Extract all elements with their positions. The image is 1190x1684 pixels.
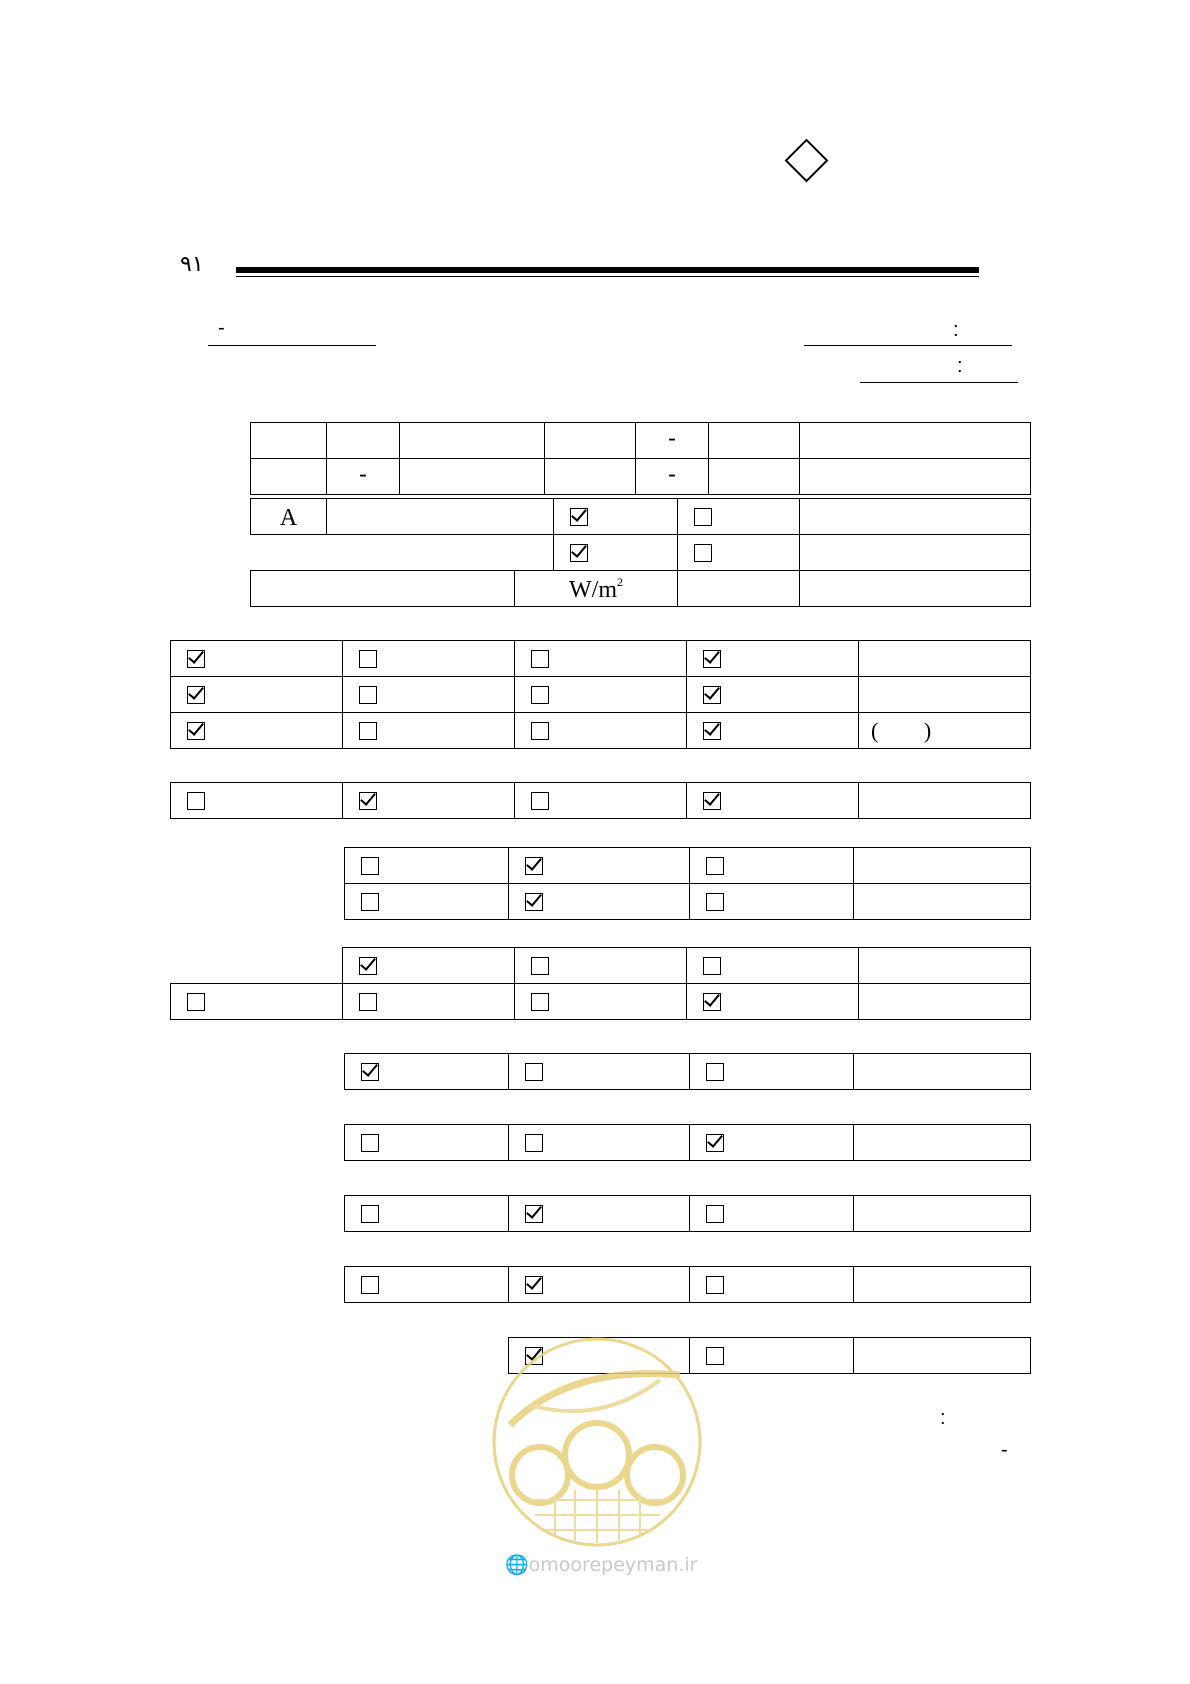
top-right-colon-1: :	[953, 319, 959, 341]
checkbox[interactable]	[531, 792, 549, 810]
checkbox[interactable]	[706, 893, 724, 911]
table-row	[251, 499, 1031, 535]
checkbox[interactable]	[706, 1347, 724, 1365]
table-row	[171, 641, 1031, 677]
checkbox[interactable]	[361, 1063, 379, 1081]
checkbox[interactable]	[531, 722, 549, 740]
footer-colon: :	[940, 1407, 946, 1429]
page-number: ۹۱	[180, 252, 204, 277]
diamond-outline-icon	[785, 139, 829, 183]
table-row	[251, 423, 1031, 459]
unit-label: $W/m^2$	[569, 575, 623, 603]
checkbox[interactable]	[694, 508, 712, 526]
checkbox[interactable]	[706, 1205, 724, 1223]
checkbox[interactable]	[570, 508, 588, 526]
checkbox[interactable]	[525, 1134, 543, 1152]
checkbox-table-single-3	[344, 1195, 1031, 1232]
table-row	[171, 713, 1031, 749]
checkbox[interactable]	[359, 792, 377, 810]
top-left-dash: -	[218, 317, 225, 339]
table-row	[171, 948, 1031, 984]
table-row	[345, 884, 1031, 920]
checkbox[interactable]	[359, 722, 377, 740]
checkbox[interactable]	[703, 650, 721, 668]
checkbox-table-group-3	[170, 782, 1031, 819]
checkbox[interactable]	[359, 993, 377, 1011]
checkbox[interactable]	[703, 993, 721, 1011]
dash-mark: -	[668, 425, 676, 452]
checkbox[interactable]	[359, 957, 377, 975]
table-row	[251, 535, 1031, 571]
checkbox[interactable]	[525, 857, 543, 875]
checkbox[interactable]	[525, 1205, 543, 1223]
header-rule-thin	[236, 276, 979, 277]
checkbox[interactable]	[525, 893, 543, 911]
checkbox[interactable]	[187, 650, 205, 668]
table-row	[345, 848, 1031, 884]
checkbox-table-single-1	[344, 1053, 1031, 1090]
checkbox[interactable]	[570, 544, 588, 562]
checkbox-table-single-4	[344, 1266, 1031, 1303]
watermark-url: 🌐omoorepeyman.ir	[505, 1554, 698, 1576]
table-row	[345, 1054, 1031, 1090]
checkbox[interactable]	[187, 686, 205, 704]
checkbox-table-group-5	[170, 947, 1031, 1020]
checkbox-table-group-2	[170, 640, 1031, 749]
checkbox[interactable]	[187, 993, 205, 1011]
table-row	[251, 459, 1031, 495]
checkbox[interactable]	[361, 1276, 379, 1294]
top-right-field-line-1[interactable]	[804, 345, 1012, 346]
checkbox[interactable]	[531, 650, 549, 668]
checkbox[interactable]	[531, 686, 549, 704]
checkbox[interactable]	[525, 1063, 543, 1081]
dash-mark: -	[668, 461, 676, 488]
table-row	[171, 783, 1031, 819]
checkbox[interactable]	[525, 1276, 543, 1294]
checkbox[interactable]	[187, 792, 205, 810]
checkbox[interactable]	[361, 893, 379, 911]
table-row	[345, 1196, 1031, 1232]
top-right-colon-2: :	[957, 355, 963, 377]
header-rule-thick	[236, 267, 979, 273]
table-row	[345, 1125, 1031, 1161]
info-table-bottom	[250, 498, 1031, 607]
top-left-field-line[interactable]	[208, 345, 376, 346]
checkbox[interactable]	[359, 650, 377, 668]
checkbox-table-single-2	[344, 1124, 1031, 1161]
top-right-field-line-2[interactable]	[860, 382, 1018, 383]
table-row	[171, 677, 1031, 713]
table-row	[171, 984, 1031, 1020]
paren-mark: ( )	[871, 718, 952, 743]
checkbox[interactable]	[706, 1063, 724, 1081]
table-row	[251, 571, 1031, 607]
checkbox[interactable]	[361, 1134, 379, 1152]
dash-mark: -	[359, 461, 367, 488]
checkbox[interactable]	[703, 722, 721, 740]
omoorepeyman-seal-icon	[490, 1335, 705, 1550]
checkbox[interactable]	[361, 857, 379, 875]
checkbox[interactable]	[703, 957, 721, 975]
footer-dash: -	[1001, 1439, 1008, 1461]
checkbox[interactable]	[694, 544, 712, 562]
checkbox-table-group-4	[344, 847, 1031, 920]
checkbox[interactable]	[703, 686, 721, 704]
checkbox[interactable]	[361, 1205, 379, 1223]
checkbox[interactable]	[706, 857, 724, 875]
checkbox[interactable]	[703, 792, 721, 810]
info-table-top	[250, 422, 1031, 495]
class-label: A	[279, 505, 298, 531]
checkbox[interactable]	[359, 686, 377, 704]
table-row	[345, 1267, 1031, 1303]
checkbox[interactable]	[187, 722, 205, 740]
checkbox[interactable]	[706, 1276, 724, 1294]
checkbox[interactable]	[531, 993, 549, 1011]
checkbox[interactable]	[706, 1134, 724, 1152]
checkbox[interactable]	[531, 957, 549, 975]
